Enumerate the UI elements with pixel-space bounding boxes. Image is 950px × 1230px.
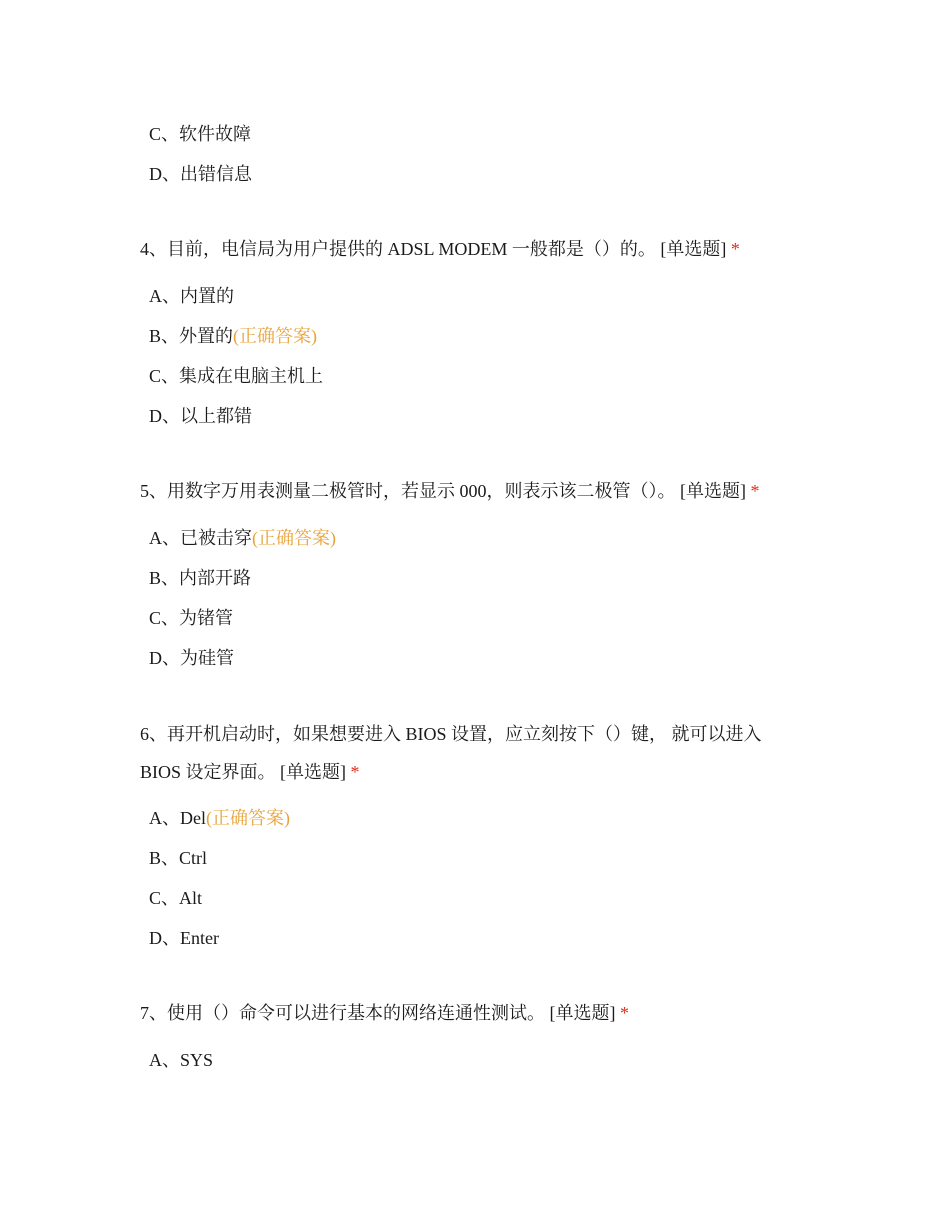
option-letter: D xyxy=(149,928,162,948)
question-number: 6 xyxy=(140,724,149,744)
option-text: 内置的 xyxy=(180,286,234,306)
option-item: C、软件故障 xyxy=(149,124,252,144)
option-item: D、Enter xyxy=(149,928,219,948)
required-mark: * xyxy=(750,481,760,501)
option-item: A、SYS xyxy=(149,1050,214,1070)
option-item: D、以上都错 xyxy=(149,406,252,426)
question-number: 7 xyxy=(140,1003,149,1023)
required-mark: * xyxy=(350,762,360,782)
option-text: 软件故障 xyxy=(179,124,252,144)
option-item: A、已被击穿(正确答案) xyxy=(149,528,336,548)
question-text: 用数字万用表测量二极管时，若显示 000，则表示该二极管（）。 xyxy=(167,481,676,501)
option-letter: C xyxy=(149,888,162,908)
option-item: C、Alt xyxy=(149,888,203,908)
option-text: 外置的 xyxy=(179,326,234,346)
question-text: 再开机启动时，如果想要进入 BIOS 设置，应立刻按下（）键， 就可以进入 BIOS 设定界面。 xyxy=(140,724,762,782)
option-letter: C xyxy=(149,124,162,144)
question-title: 7、使用（）命令可以进行基本的网络连通性测试。 [单选题] * xyxy=(140,1003,629,1023)
option-item: D、为硅管 xyxy=(149,648,234,668)
option-letter: D xyxy=(149,164,162,184)
option-letter: A xyxy=(149,808,162,828)
option-letter: B xyxy=(149,848,162,868)
option-item: B、Ctrl xyxy=(149,848,208,868)
option-item: C、集成在电脑主机上 xyxy=(149,366,324,386)
option-item: A、Del(正确答案) xyxy=(149,808,290,828)
correct-answer-marker: (正确答案) xyxy=(206,808,290,828)
question-title: 5、用数字万用表测量二极管时，若显示 000，则表示该二极管（）。 [单选题] * xyxy=(140,481,760,501)
option-item: B、内部开路 xyxy=(149,568,252,588)
option-letter: B xyxy=(149,326,162,346)
option-text: 为锗管 xyxy=(179,608,234,628)
option-text: 集成在电脑主机上 xyxy=(179,366,324,386)
option-letter: C xyxy=(149,366,162,386)
option-letter: C xyxy=(149,608,162,628)
question-type: [单选题] xyxy=(280,762,347,782)
option-item: A、内置的 xyxy=(149,286,234,306)
option-letter: A xyxy=(149,1050,162,1070)
option-letter: D xyxy=(149,406,162,426)
question-type: [单选题] xyxy=(680,481,746,501)
question-type: [单选题] xyxy=(660,239,727,259)
option-item: D、出错信息 xyxy=(149,164,252,184)
correct-answer-marker: (正确答案) xyxy=(233,326,318,346)
option-text: 以上都错 xyxy=(180,406,252,426)
option-text: Alt xyxy=(179,888,203,908)
option-text: 已被击穿 xyxy=(180,528,252,548)
option-text: SYS xyxy=(180,1050,214,1070)
question-number: 4 xyxy=(140,239,149,259)
option-text: Del xyxy=(180,808,206,828)
question-text: 使用（）命令可以进行基本的网络连通性测试。 xyxy=(167,1003,545,1023)
question-number: 5 xyxy=(140,481,149,501)
question-text: 目前，电信局为用户提供的 ADSL MODEM 一般都是（）的。 xyxy=(167,239,656,259)
option-text: Enter xyxy=(180,928,219,948)
option-item: C、为锗管 xyxy=(149,608,234,628)
option-letter: A xyxy=(149,286,162,306)
required-mark: * xyxy=(730,239,740,259)
question-title: 4、目前，电信局为用户提供的 ADSL MODEM 一般都是（）的。 [单选题] * xyxy=(140,239,740,259)
required-mark: * xyxy=(620,1003,629,1023)
option-letter: B xyxy=(149,568,162,588)
option-text: Ctrl xyxy=(179,848,208,868)
correct-answer-marker: (正确答案) xyxy=(252,528,336,548)
option-item: B、外置的(正确答案) xyxy=(149,326,318,346)
option-text: 出错信息 xyxy=(180,164,252,184)
question-type: [单选题] xyxy=(549,1003,616,1023)
option-text: 内部开路 xyxy=(179,568,252,588)
option-text: 为硅管 xyxy=(180,648,234,668)
option-letter: D xyxy=(149,648,162,668)
option-letter: A xyxy=(149,528,162,548)
question-title: 6、再开机启动时，如果想要进入 BIOS 设置，应立刻按下（）键， 就可以进入 BIOS 设定界面。 [单选题] * xyxy=(140,724,762,782)
